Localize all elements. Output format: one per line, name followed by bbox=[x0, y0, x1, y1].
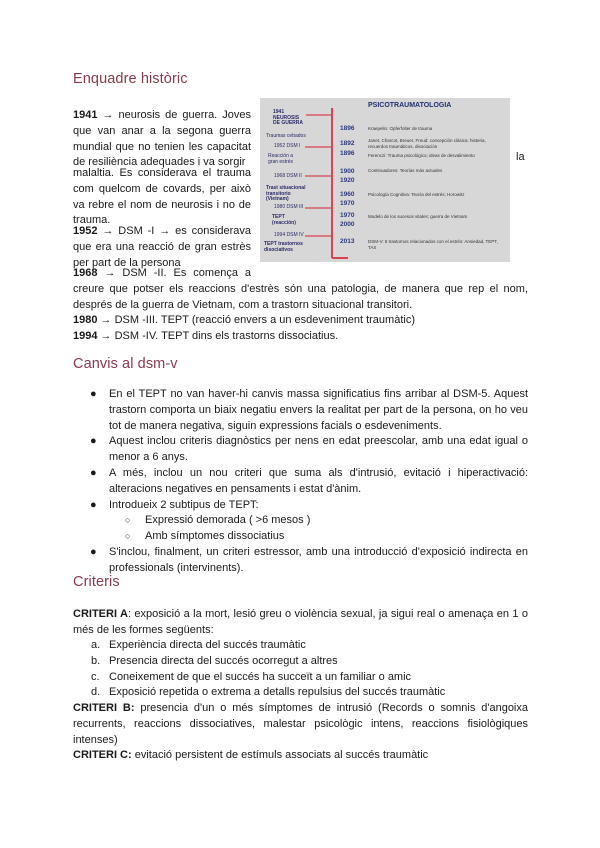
label-2: 1952 DSM I bbox=[274, 143, 301, 149]
text-la: la bbox=[516, 151, 525, 163]
year-1: 1892 bbox=[340, 140, 355, 147]
list-item: ○ Expressió demorada ( >6 mesos ) bbox=[125, 514, 311, 527]
year-7: 1970 bbox=[340, 212, 355, 219]
history-1968 bbox=[73, 266, 251, 282]
year-1980: 1980 bbox=[73, 314, 98, 326]
dsm-bullet-list bbox=[87, 387, 528, 577]
section-title-canvis: Canvis al dsm-v bbox=[73, 356, 178, 372]
list-item: ● S'inclou, finalment, un criteri estressor, amb una introducció d'exposició indirecta en professionals (intervinents). bbox=[90, 545, 528, 574]
year-9: 2013 bbox=[340, 238, 355, 245]
list-item: c. Coneixement de que el succés ha succeït a un familiar o amic bbox=[91, 670, 412, 683]
year-1968: 1968 bbox=[73, 267, 98, 279]
list-item: d. Exposició repetida o extrema a detalls repulsius del succés traumàtic bbox=[91, 686, 446, 699]
criteri-a-label: CRITERI A bbox=[73, 608, 128, 620]
label-7: TEPT (reacción) bbox=[272, 214, 296, 226]
year-1952: 1952 bbox=[73, 225, 98, 237]
criteri-b-label: CRITERI B: bbox=[73, 702, 135, 714]
list-item: ● Aquest inclou criteris diagnòstics per nens en edat preescolar, amb una edat igual o menor a 6 anys. bbox=[90, 435, 528, 464]
year-2: 1896 bbox=[340, 150, 355, 157]
label-1: Traumas cebados bbox=[266, 133, 306, 139]
list-item: ● En el TEPT no van haver-hi canvis massa significatius fins arribar al DSM-5. Aquest trastorn comporta un biaix negatiu envers la realitat per part de la persona, on ho veu tot de manera negativa, siguin expressions facials o esdeveniments. bbox=[90, 388, 528, 432]
text-1980: → DSM -III. TEPT (reacció envers a un esdeveniment traumàtic) bbox=[100, 314, 415, 326]
label-8: 1994 DSM IV bbox=[274, 232, 304, 238]
history-1941 bbox=[73, 108, 251, 171]
year-0: 1896 bbox=[340, 125, 355, 132]
section-title-enquadre: Enquadre històric bbox=[73, 71, 188, 87]
list-item: ○ Amb símptomes dissociatius bbox=[125, 530, 285, 543]
year-1941: 1941 bbox=[73, 109, 98, 121]
desc-1: Janet, Charcot, Breuer, Freud: concepción clásica: histeria, recuerdos traumáticos, disociación bbox=[368, 138, 486, 149]
year-1994: 1994 bbox=[73, 330, 98, 342]
text-1941: → neurosis de guerra. Joves que van anar a la segona guerra mundial que no tenien les capacitat de resiliència adequades i va sorgir bbox=[73, 109, 251, 169]
list-item: a. Experiència directa del succés traumàtic bbox=[91, 639, 306, 651]
criteri-c: CRITERI C: evitació persistent de estímuls associats al succés traumàtic bbox=[73, 749, 429, 761]
list-item: b. Presencia directa del succés ocorregut a altres bbox=[91, 654, 338, 667]
text-1968a: → DSM -II. Es comença a bbox=[104, 267, 251, 279]
history-1980 bbox=[73, 313, 528, 329]
timeline-arrows bbox=[305, 115, 332, 236]
label-5: Trast situacional transitorio (Vietnam) bbox=[266, 185, 306, 202]
desc-6: DSM-V: 5 trastornos relacionados con el estrés: Ansiedad, TEPT, TAS bbox=[368, 239, 498, 250]
label-9: TEPT trastornos disociativos bbox=[264, 241, 303, 253]
desc-2: Ferenczi: Trauma psicológico; ideas de desvalimiento bbox=[368, 153, 475, 158]
year-3: 1900 bbox=[340, 168, 355, 175]
history-1994 bbox=[73, 329, 528, 345]
year-6: 1970 bbox=[340, 200, 355, 207]
year-4: 1920 bbox=[340, 177, 355, 184]
criteri-a-list bbox=[91, 638, 528, 701]
desc-3: Continuadores: Teorías más actuales bbox=[368, 168, 443, 173]
text-1952: → DSM -I → es considerava que era una reacció de gran estrès per part de la persona bbox=[73, 225, 251, 269]
psicotraumatologia-figure bbox=[260, 98, 510, 262]
desc-0: Kraepelin: Opferfolter de trauma bbox=[368, 126, 433, 131]
label-0: 1941 NEUROSIS DE GUERRA bbox=[273, 109, 304, 126]
desc-5: Modelo de los sucesos vitales; guerra de Vietnam bbox=[368, 214, 468, 219]
subtype-list bbox=[109, 513, 528, 545]
list-item: ● Introdueix 2 subtipus de TEPT: ○ Expressió demorada ( >6 mesos ) ○ Amb símptomes dissociatius bbox=[87, 498, 528, 545]
criteri-b: CRITERI B: presencia d'un o més símptomes de intrusió (Records o somnis d'angoixa recurrents, reaccions dissociatives, malestar psicològic intens, reaccions fisiològiques intenses) bbox=[73, 702, 528, 746]
list-item: ● A més, inclou un nou criteri que suma als d'intrusió, evitació i hiperactivació: alteracions negatives en pensaments i estat d'ànim. bbox=[90, 466, 528, 495]
history-1968-cont: creure que potser els reaccions d'estrès són una patologia, de manera que rep el nom, després de la guerra de Vietnam, com a trastorn situacional transitori. bbox=[73, 283, 528, 311]
criteri-c-label: CRITERI C: bbox=[73, 749, 132, 761]
figure-title: PSICOTRAUMATOLOGIA bbox=[368, 102, 452, 109]
section-title-criteris: Criteris bbox=[73, 574, 120, 590]
history-1941-cont: malaltia. Es considerava el trauma com quelcom de covards, per això va rebre el nom de neurosis i no de trauma. bbox=[73, 167, 251, 227]
history-1952 bbox=[73, 224, 251, 271]
criteri-a: CRITERI A: exposició a la mort, lesió greu o violència sexual, ja sigui real o amenaça en 1 o més de les formes següents: bbox=[73, 608, 529, 636]
year-5: 1960 bbox=[340, 191, 355, 198]
desc-4: Psicología Cognitiva: Teoría del estrés; Horowitz bbox=[368, 192, 465, 197]
label-3: Reacción a gran estrés bbox=[268, 153, 294, 165]
year-8: 2000 bbox=[340, 221, 355, 228]
text-1994: → DSM -IV. TEPT dins els trastorns dissociatius. bbox=[100, 330, 339, 342]
label-4: 1968 DSM II bbox=[274, 173, 302, 179]
label-6: 1980 DSM III bbox=[274, 204, 304, 210]
